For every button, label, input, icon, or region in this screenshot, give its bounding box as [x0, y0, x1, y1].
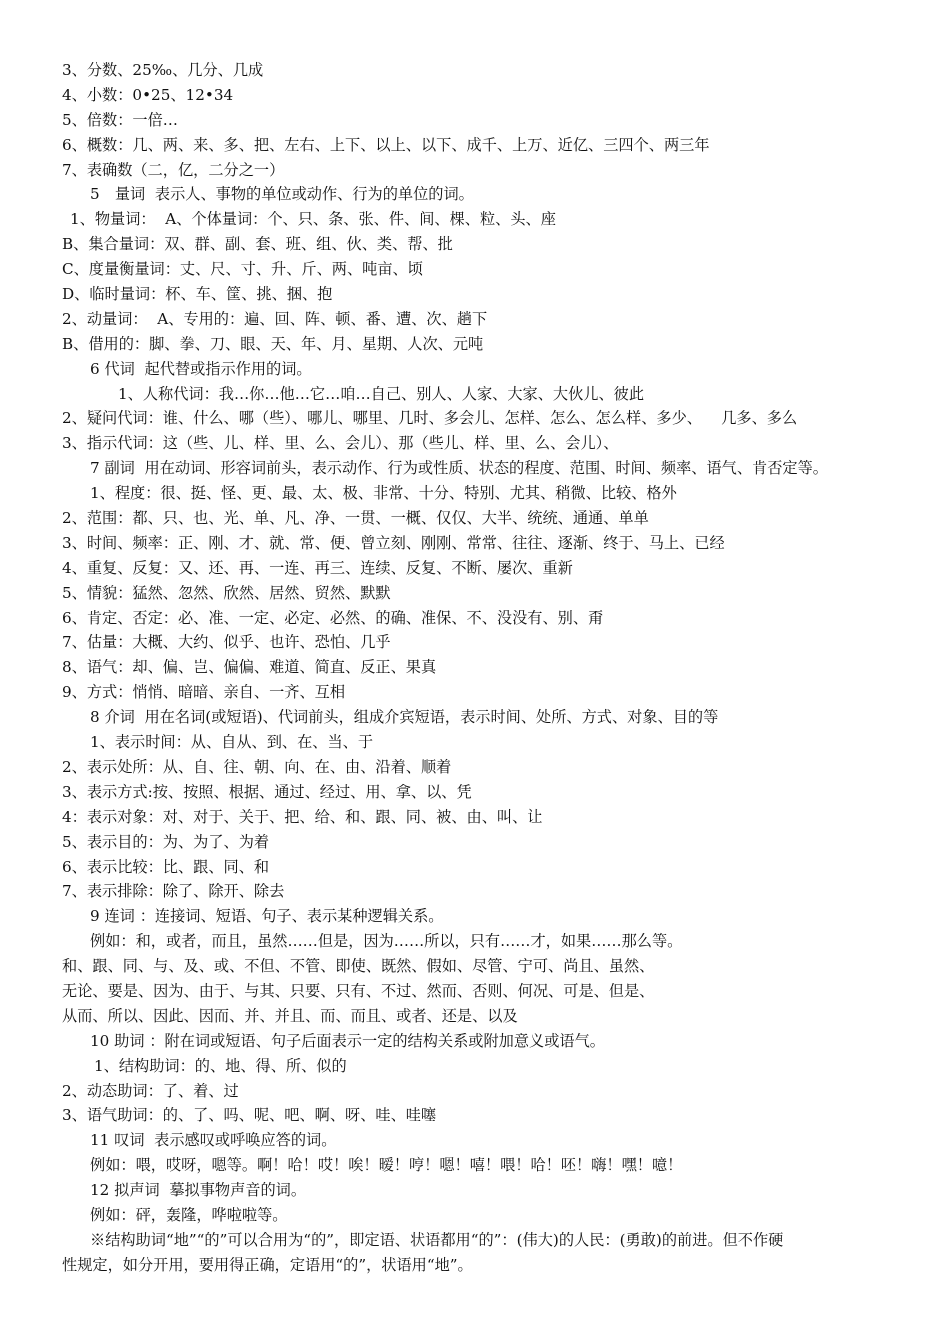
text-line: 无论、要是、因为、由于、与其、只要、只有、不过、然而、否则、何况、可是、但是、 [62, 981, 655, 1000]
text-line: B、集合量词：双、群、副、套、班、组、伙、类、帮、批 [62, 235, 453, 254]
text-line: 3、表示方式:按、按照、根据、通过、经过、用、拿、以、凭 [62, 782, 472, 801]
text-line: D、临时量词：杯、车、筐、挑、捆、抱 [62, 285, 333, 304]
text-line: 2、表示处所：从、自、往、朝、向、在、由、沿着、顺着 [62, 757, 452, 776]
text-line: 1、表示时间：从、自从、到、在、当、于 [90, 733, 374, 752]
text-line: 3、语气助词：的、了、吗、呢、吧、啊、呀、哇、哇噻 [62, 1106, 437, 1125]
text-line: 4：表示对象：对、对于、关于、把、给、和、跟、同、被、由、叫、让 [62, 807, 543, 826]
text-line: 7 副词 用在动词、形容词前头，表示动作、行为或性质、状态的程度、范围、时间、频率、语气、肯否定等。 [90, 459, 828, 478]
text-line: 11 叹词 表示感叹或呼唤应答的词。 [90, 1131, 337, 1150]
text-line: 8、语气：却、偏、岂、偏偏、难道、简直、反正、果真 [62, 658, 437, 677]
text-line: 性规定，如分开用，要用得正确，定语用“的”，状语用“地”。 [62, 1255, 473, 1274]
document-body [62, 58, 902, 1278]
text-line: 6、表示比较：比、跟、同、和 [62, 857, 270, 876]
text-line: 3、时间、频率：正、刚、才、就、常、便、曾立刻、刚刚、常常、往往、逐渐、终于、马上、已经 [62, 533, 725, 552]
text-line: 6 代词 起代替或指示作用的词。 [90, 359, 312, 378]
text-line: 例如：喂，哎呀，嗯等。啊！哈！哎！唉！暧！哼！嗯！嘻！喂！哈！呸！嗨！嘿！噫！ [90, 1156, 683, 1175]
text-line: 5、倍数：一倍… [62, 110, 178, 129]
text-line: B、借用的：脚、拳、刀、眼、天、年、月、星期、人次、元吨 [62, 334, 484, 353]
text-line: 5、表示目的：为、为了、为着 [62, 832, 270, 851]
text-line: 从而、所以、因此、因而、并、并且、而、而且、或者、还是、以及 [62, 1006, 518, 1025]
text-line: 和、跟、同、与、及、或、不但、不管、即使、既然、假如、尽管、宁可、尚且、虽然、 [62, 957, 655, 976]
text-line: ※结构助词“地”“的”可以合用为“的”，即定语、状语都用“的”：(伟大)的人民：(勇敢)的前进。但不作硬 [90, 1230, 784, 1249]
text-line: 5 量词 表示人、事物的单位或动作、行为的单位的词。 [90, 185, 474, 204]
text-line: 7、估量：大概、大约、似乎、也许、恐怕、几乎 [62, 633, 391, 652]
text-line: 例如：砰，轰隆，哗啦啦等。 [90, 1205, 288, 1224]
text-line: 6、概数：几、两、来、多、把、左右、上下、以上、以下、成千、上万、近亿、三四个、两三年 [62, 135, 710, 154]
text-line: 1、程度：很、挺、怪、更、最、太、极、非常、十分、特别、尤其、稍微、比较、格外 [90, 484, 677, 503]
text-line: 3、分数、25‰、几分、几成 [62, 61, 264, 79]
text-line: 7、表示排除：除了、除开、除去 [62, 882, 285, 901]
text-line: 1、物量词： A、个体量词：个、只、条、张、件、间、棵、粒、头、座 [70, 210, 556, 229]
text-line: 2、范围：都、只、也、光、单、凡、净、一贯、一概、仅仅、大半、统统、通通、单单 [62, 509, 649, 528]
text-line: 10 助词 ：附在词或短语、句子后面表示一定的结构关系或附加意义或语气。 [90, 1031, 605, 1050]
text-line: 9 连词 ：连接词、短语、句子、表示某种逻辑关系。 [90, 907, 444, 926]
text-line: 3、指示代词：这（些、儿、样、里、么、会儿）、那（些儿、样、里、么、会儿）、 [62, 434, 619, 453]
text-line: 6、肯定、否定：必、准、一定、必定、必然、的确、准保、不、没没有、别、甭 [62, 608, 604, 627]
text-line: 7、表确数（二，亿，二分之一） [62, 160, 285, 179]
text-line: 5、情貌：猛然、忽然、欣然、居然、贸然、默默 [62, 583, 391, 602]
text-line: 4、小数：0•25、12•34 [62, 85, 234, 104]
text-line: 2、疑问代词：谁、什么、哪（些）、哪儿、哪里、几时、多会儿、怎样、怎么、怎么样、多少、 几多、多么 [62, 409, 798, 428]
text-line: 例如：和，或者，而且，虽然……但是，因为……所以，只有……才，如果……那么等。 [90, 932, 683, 951]
text-line: 8 介词 用在名词(或短语)、代词前头，组成介宾短语，表示时间、处所、方式、对象、目的等 [90, 708, 719, 727]
text-line: 2、动量词： A、专用的：遍、回、阵、顿、番、遭、次、趟下 [62, 309, 488, 328]
text-line: 2、动态助词：了、着、过 [62, 1081, 239, 1100]
text-line: 1、结构助词：的、地、得、所、似的 [94, 1056, 347, 1075]
text-line: 12 拟声词 摹拟事物声音的词。 [90, 1181, 307, 1200]
text-line: 9、方式：悄悄、暗暗、亲自、一齐、互相 [62, 683, 346, 702]
text-line: 4、重复、反复：又、还、再、一连、再三、连续、反复、不断、屡次、重新 [62, 558, 573, 577]
text-line: C、度量衡量词：丈、尺、寸、升、斤、两、吨亩、顷 [62, 260, 423, 279]
text-line: 1、人称代词：我…你…他…它…咱…自己、别人、人家、大家、大伙儿、彼此 [118, 384, 645, 403]
